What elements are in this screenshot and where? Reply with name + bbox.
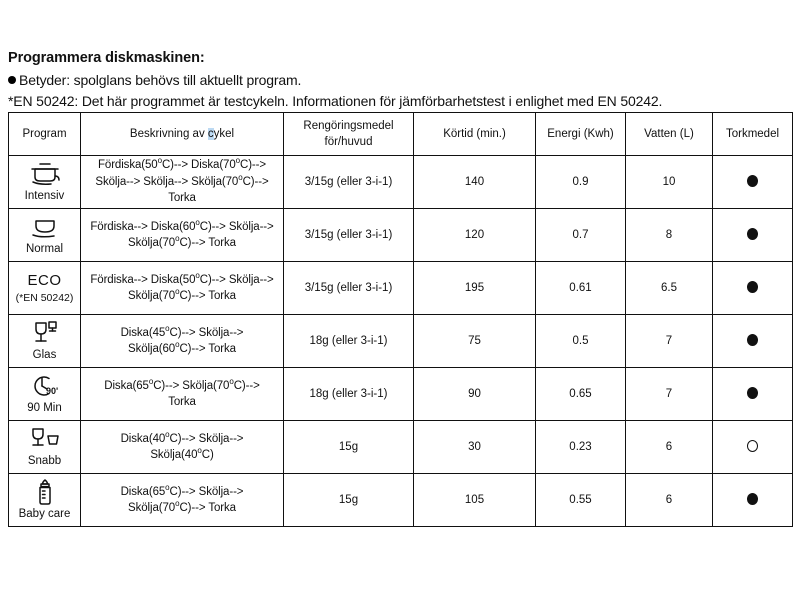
energy-cell: 0.61 — [536, 262, 626, 315]
program-identity — [9, 373, 80, 415]
detergent-cell: 15g — [284, 421, 414, 474]
rinse-aid-required-icon — [747, 175, 758, 187]
column-header-time: Körtid (min.) — [414, 113, 536, 156]
cycle-description-line: $Skölja(60^oC)-->$ Torka — [128, 340, 236, 355]
glass-cup-icon — [28, 426, 62, 452]
header-detergent-line1: Rengöringsmedel — [303, 120, 394, 132]
table-body — [9, 156, 793, 527]
cycle-description-cell — [81, 262, 284, 315]
table-row[interactable] — [9, 262, 793, 315]
detergent-cell: 18g (eller 3-i-1) — [284, 368, 414, 421]
energy-cell: 0.5 — [536, 315, 626, 368]
rinse-aid-required-icon — [747, 387, 758, 399]
clock-90-icon — [29, 373, 61, 399]
program-label: Baby care — [18, 508, 71, 520]
rinse-aid-cell — [713, 156, 793, 209]
cycle-description-line: $Skölja(70^oC)-->$ Torka — [128, 287, 236, 302]
rinse-aid-required-icon — [747, 228, 758, 240]
rinse-aid-cell — [713, 474, 793, 527]
table-row[interactable] — [9, 156, 793, 209]
header-detergent-line2: för/huvud — [324, 136, 373, 148]
water-cell: 6 — [626, 421, 713, 474]
program-label: Glas — [32, 349, 57, 361]
run-time-cell: 195 — [414, 262, 536, 315]
program-cell[interactable] — [9, 156, 81, 209]
rinse-aid-cell — [713, 209, 793, 262]
program-identity — [9, 320, 80, 362]
cycle-description-line: Skölja--> Skölja--> $Skölja(70^oC)-->$ — [95, 172, 269, 188]
cycle-description-cell — [81, 315, 284, 368]
energy-cell: 0.23 — [536, 421, 626, 474]
cycle-description-line: $Diska(65^oC)-->$ Skölja--> — [120, 482, 244, 498]
program-cell[interactable] — [9, 368, 81, 421]
wine-glass-icon — [30, 320, 60, 348]
run-time-cell: 30 — [414, 421, 536, 474]
pot-icon — [28, 161, 62, 187]
cycle-description-cell — [81, 368, 284, 421]
detergent-cell: 15g — [284, 474, 414, 527]
energy-cell: 0.7 — [536, 209, 626, 262]
detergent-cell: 3/15g (eller 3-i-1) — [284, 209, 414, 262]
table-row[interactable] — [9, 209, 793, 262]
cycle-description-line: $Skölja(70^oC)-->$ Torka — [128, 234, 236, 249]
water-cell: 7 — [626, 368, 713, 421]
rinse-aid-optional-icon — [747, 440, 758, 452]
intro-block — [8, 48, 792, 112]
rinse-aid-cell — [713, 262, 793, 315]
table-row[interactable] — [9, 315, 793, 368]
clock-90-icon — [29, 373, 61, 399]
column-header-program: Program — [9, 113, 81, 156]
program-identity — [9, 426, 80, 468]
svg-text:90': 90' — [45, 386, 58, 396]
program-label: ECO — [27, 271, 62, 289]
text-selection-highlight[interactable]: c — [207, 128, 214, 140]
run-time-cell: 105 — [414, 474, 536, 527]
glass-cup-icon — [28, 426, 62, 452]
water-cell: 10 — [626, 156, 713, 209]
wine-glass-icon — [30, 320, 60, 346]
program-label: Intensiv — [24, 190, 65, 202]
detergent-cell: 3/15g (eller 3-i-1) — [284, 262, 414, 315]
rinse-aid-legend — [8, 70, 792, 91]
bullet-dot-icon — [8, 76, 16, 84]
cycle-description-cell — [81, 421, 284, 474]
water-cell: 7 — [626, 315, 713, 368]
rinse-aid-cell — [713, 315, 793, 368]
cycle-description-line: $Fördiska(50^oC)-->$ $Diska(70^oC)-->$ — [97, 156, 267, 172]
run-time-cell: 75 — [414, 315, 536, 368]
water-cell: 8 — [626, 209, 713, 262]
detergent-cell: 3/15g (eller 3-i-1) — [284, 156, 414, 209]
column-header-energy: Energi (Kwh) — [536, 113, 626, 156]
program-identity — [9, 479, 80, 521]
table-row[interactable] — [9, 368, 793, 421]
bowl-icon — [28, 214, 62, 240]
rinse-aid-legend-text: Betyder: spolglans behövs till aktuellt program. — [19, 72, 302, 88]
cycle-description-line: $Diska(40^oC)-->$ Skölja--> — [120, 429, 244, 445]
cycle-description-line: $Diska(65^oC)-->$ $Skölja(70^oC)-->$ — [104, 376, 260, 392]
baby-bottle-icon — [33, 479, 57, 505]
bowl-icon — [28, 214, 62, 240]
energy-cell: 0.65 — [536, 368, 626, 421]
run-time-cell: 120 — [414, 209, 536, 262]
table-row[interactable] — [9, 474, 793, 527]
column-header-rinse-aid: Torkmedel — [713, 113, 793, 156]
detergent-cell: 18g (eller 3-i-1) — [284, 315, 414, 368]
energy-cell: 0.9 — [536, 156, 626, 209]
program-cell[interactable] — [9, 262, 81, 315]
cycle-description-line: $Diska(45^oC)-->$ Skölja--> — [120, 323, 244, 339]
program-sublabel: (*EN 50242) — [15, 291, 74, 304]
column-header-description — [81, 113, 284, 156]
rinse-aid-required-icon — [747, 493, 758, 505]
program-label: Snabb — [27, 455, 62, 467]
water-cell: 6.5 — [626, 262, 713, 315]
column-header-detergent — [284, 113, 414, 156]
cycle-description-line: Skölja(40$^o$C) — [150, 446, 214, 461]
table-header — [9, 113, 793, 156]
cycle-description-cell — [81, 209, 284, 262]
cycle-description-line: $Skölja(70^oC)-->$ Torka — [128, 499, 236, 514]
header-desc-pre: Beskrivning av — [129, 128, 208, 140]
program-cell[interactable] — [9, 315, 81, 368]
pot-icon — [28, 161, 62, 187]
baby-bottle-icon — [33, 479, 57, 507]
program-cell[interactable] — [9, 209, 81, 262]
en50242-footnote: *EN 50242: Det här programmet är testcykeln. Informationen för jämförbarhetstest i enlighet med EN 50242. — [8, 93, 663, 109]
rinse-aid-required-icon — [747, 334, 758, 346]
run-time-cell: 140 — [414, 156, 536, 209]
page-title: Programmera diskmaskinen: — [8, 50, 205, 66]
cycle-description-line: Torka — [168, 192, 196, 205]
cycle-description-line: Torka — [168, 396, 196, 408]
cycle-description-cell — [81, 474, 284, 527]
rinse-aid-required-icon — [747, 281, 758, 293]
program-cell[interactable] — [9, 474, 81, 527]
water-cell: 6 — [626, 474, 713, 527]
table-row[interactable] — [9, 421, 793, 474]
program-label: 90 Min — [27, 402, 62, 414]
rinse-aid-cell — [713, 368, 793, 421]
header-desc-post: ykel — [213, 128, 235, 140]
table-header-row — [9, 113, 793, 156]
column-header-water: Vatten (L) — [626, 113, 713, 156]
cycle-description-line: Fördiska--> $Diska(60^oC)-->$ Skölja--> — [90, 217, 274, 233]
programs-table-wrapper — [8, 112, 792, 527]
energy-cell: 0.55 — [536, 474, 626, 527]
rinse-aid-cell — [713, 421, 793, 474]
run-time-cell: 90 — [414, 368, 536, 421]
program-identity — [9, 272, 80, 305]
program-identity — [9, 214, 80, 256]
program-label: Normal — [25, 243, 64, 255]
programs-table — [8, 112, 793, 527]
program-cell[interactable] — [9, 421, 81, 474]
program-identity — [9, 161, 80, 203]
cycle-description-line: Fördiska--> $Diska(50^oC)-->$ Skölja--> — [90, 270, 274, 286]
cycle-description-cell — [81, 156, 284, 209]
